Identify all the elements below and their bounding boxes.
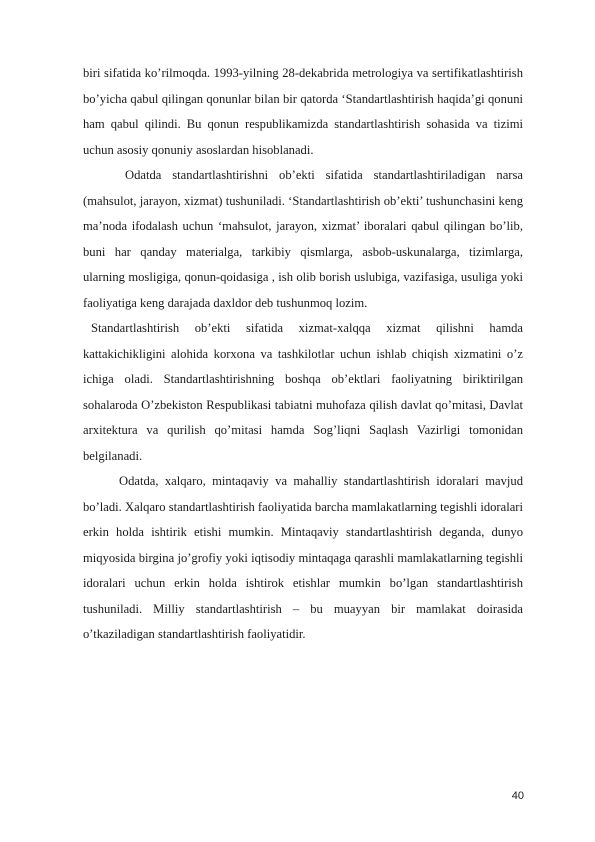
paragraph-2: Odatda standartlashtirishni ob’ekti sifatida standartlashtiriladigan narsa (mahsulot, jarayon, xizmat) tushuniladi. ‘Standartlashtirish ob’ekti’ tushunchasini keng ma’noda ifodalash uchun ‘mahsulot, jarayon, xizmat’ iboralari qabul qilingan bo’lib, buni har qanday materialga, tarkibiy qismlarga, asbob-uskunalarga, tizimlarga, ularning mosligiga, qonun-qoidasiga , ish olib borish uslubiga, vazifasiga, usuliga yoki faoliyatiga keng darajada daxldor deb tushunmoq lozim. (83, 168, 523, 310)
page-number: 40 (511, 790, 524, 802)
paragraph-1: biri sifatida ko’rilmoqda. 1993-yilning 28-dekabrida metrologiya va sertifikatlashtirish bo’yicha qabul qilingan qonunlar bilan bir qatorda ‘Standartlashtirish haqida’gi qonuni ham qabul qilindi. Bu qonun respublikamizda standartlashtirish sohasida va tizimi uchun asosiy qonuniy asoslardan hisoblanadi. (83, 66, 523, 157)
paragraph-3: Standartlashtirish ob’ekti sifatida xizmat-xalqqa xizmat qilishni hamda kattakichikligini alohida korxona va tashkilotlar uchun ishlab chiqish xizmatini o’z ichiga oladi. Standartlashtirishning boshqa ob’ektlari faoliyatning biriktirilgan sohalaroda O’zbekiston Respublikasi tabiatni muhofaza qilish davlat qo’mitasi, Davlat arxitektura va qurilish qo’mitasi hamda Sog’liqni Saqlash Vazirligi tomonidan belgilanadi. (83, 321, 523, 463)
document-page (83, 61, 523, 648)
paragraph-4: Odatda, xalqaro, mintaqaviy va mahalliy standartlashtirish idoralari mavjud bo’ladi. Xalqaro standartlashtirish faoliyatida barcha mamlakatlarning tegishli idoralari erkin holda ishtirik etishi mumkin. Mintaqaviy standartlashtirish deganda, dunyo miqyosida birgina jo’grofiy yoki iqtisodiy mintaqaga qarashli mamlakatlarning tegishli idoralari uchun erkin holda ishtirok etishlar mumkin bo’lgan standartlashtirish tushuniladi. Milliy standartlashtirish – bu muayyan bir mamlakat doirasida o’tkaziladigan standartlashtirish faoliyatidir. (83, 474, 523, 641)
